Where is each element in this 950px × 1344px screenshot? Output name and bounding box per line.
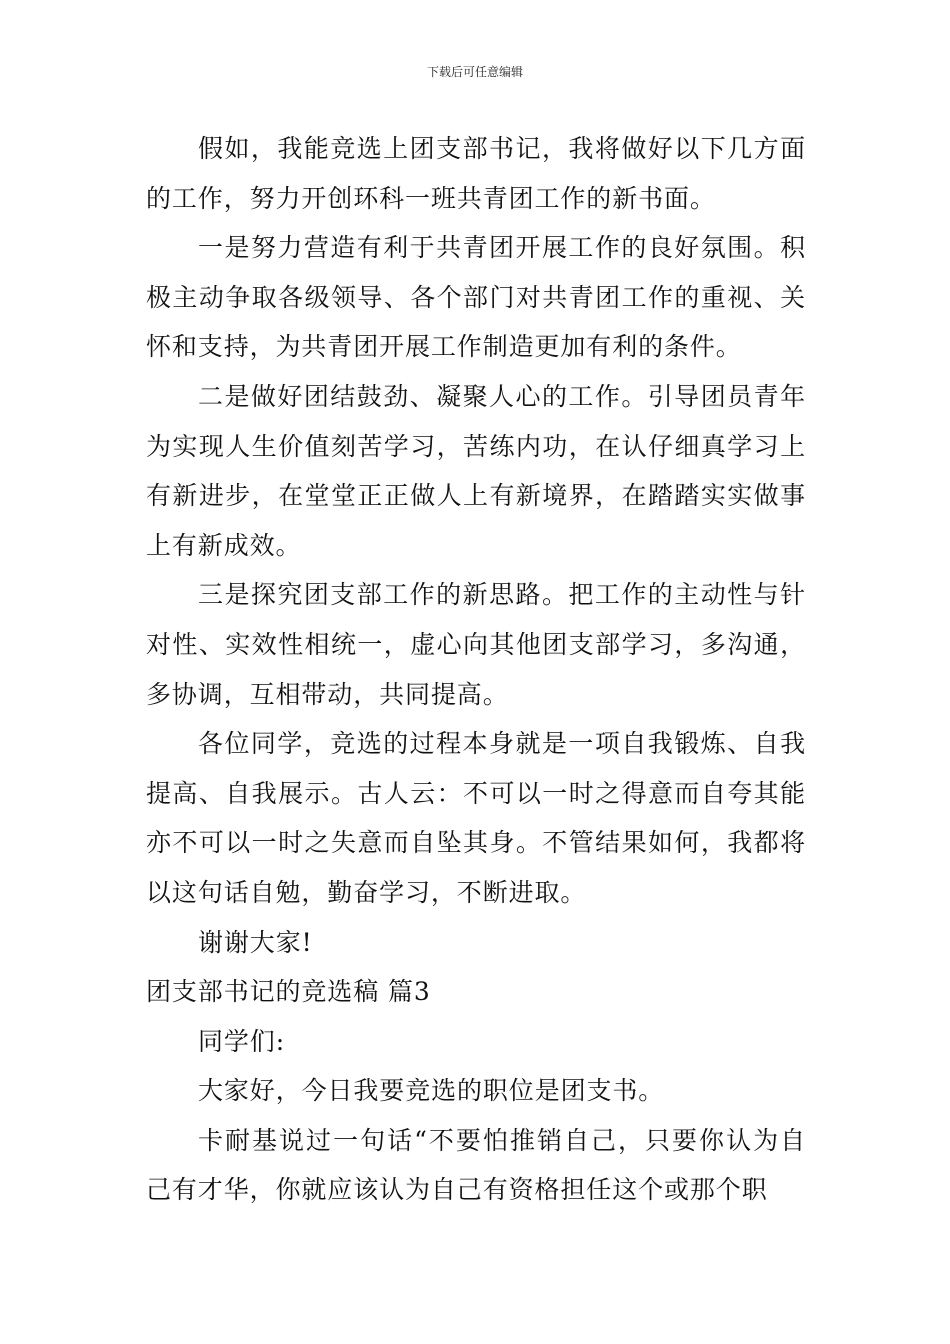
paragraph-6: 大家好，今日我要竞选的职位是团支书。 xyxy=(198,1076,665,1106)
paragraph-7: 卡耐基说过一句话“不要怕推销自己，只要你认为自己有才华，你就应该认为自己有资格担任这个或那个职 xyxy=(146,1125,806,1205)
paragraph-5: 各位同学，竞选的过程本身就是一项自我锻炼、自我提高、自我展示。古人云：不可以一时之得意而自夸其能亦不可以一时之失意而自坠其身。不管结果如何，我都将以这句话自勉，勤奋学习，不断进取。 xyxy=(146,729,806,907)
document-body xyxy=(146,124,806,1215)
paragraph-4: 三是探究团支部工作的新思路。把工作的主动性与针对性、实效性相统一，虚心向其他团支部学习，多沟通，多协调，互相带动，共同提高。 xyxy=(146,580,806,709)
paragraph-3: 二是做好团结鼓劲、凝聚人心的工作。引导团员青年为实现人生价值刻苦学习，苦练内功，在认仔细真学习上有新进步，在堂堂正正做人上有新境界，在踏踏实实做事上有新成效。 xyxy=(146,381,806,560)
page-header: 下载后可任意编辑 xyxy=(426,65,523,79)
paragraph-1: 假如，我能竞选上团支部书记，我将做好以下几方面的工作，努力开创环科一班共青团工作的新书面。 xyxy=(146,134,806,213)
greeting: 同学们: xyxy=(198,1026,286,1056)
closing-thanks: 谢谢大家! xyxy=(198,927,313,957)
section-title: 团支部书记的竞选稿 篇3 xyxy=(146,977,431,1007)
paragraph-2: 一是努力营造有利于共青团开展工作的良好氛围。积极主动争取各级领导、各个部门对共青团工作的重视、关怀和支持，为共青团开展工作制造更加有利的条件。 xyxy=(146,233,806,362)
